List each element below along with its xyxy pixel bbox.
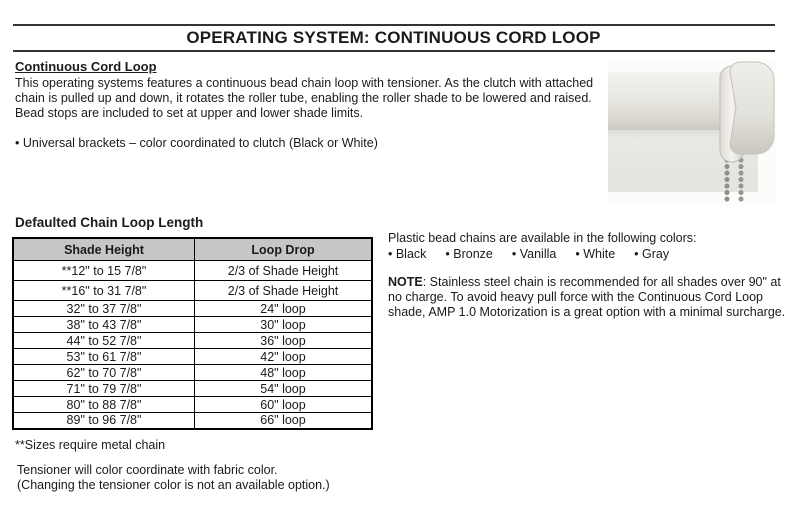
page-title: OPERATING SYSTEM: CONTINUOUS CORD LOOP [186, 28, 601, 47]
intro-heading: Continuous Cord Loop [15, 59, 157, 74]
chain-color-option: • Black [388, 247, 427, 261]
chain-color-list [388, 247, 787, 262]
table-cell: 30" loop [195, 317, 373, 333]
intro-section [15, 59, 615, 151]
table-cell: 66" loop [195, 413, 373, 429]
table-row [13, 333, 372, 349]
chain-color-option: • Vanilla [511, 247, 557, 261]
table-cell: 71" to 79 7/8" [13, 381, 195, 397]
table-cell: 2/3 of Shade Height [195, 281, 373, 301]
table-row [13, 397, 372, 413]
roller-shade-illustration [608, 58, 776, 206]
footnote-tensioner-line2: (Changing the tensioner color is not an available option.) [17, 478, 330, 492]
table-row [13, 261, 372, 281]
clutch [720, 62, 774, 162]
table-cell: 24" loop [195, 301, 373, 317]
table-cell: 2/3 of Shade Height [195, 261, 373, 281]
table-cell: **12" to 15 7/8" [13, 261, 195, 281]
chain-color-option: • Bronze [445, 247, 493, 261]
top-rule [13, 24, 775, 26]
chain-colors-section [388, 231, 787, 320]
chain-loop-length-table [12, 237, 373, 430]
table-cell: 53" to 61 7/8" [13, 349, 195, 365]
chain-colors-intro: Plastic bead chains are available in the following colors: [388, 231, 697, 245]
intro-bullet: • Universal brackets – color coordinated to clutch (Black or White) [15, 136, 378, 150]
note-text: : Stainless steel chain is recommended for all shades over 90" at no charge. To avoid heavy pull force with the Continuous Cord Loop shade, AMP 1.0 Motorization is a great option with a minimal surcharge. [388, 275, 786, 319]
table-cell: 54" loop [195, 381, 373, 397]
table-cell: 62" to 70 7/8" [13, 365, 195, 381]
table-row [13, 349, 372, 365]
column-header-loop-drop: Loop Drop [195, 238, 373, 261]
footnote-tensioner-line1: Tensioner will color coordinate with fabric color. [17, 463, 278, 477]
table-row [13, 301, 372, 317]
chain-color-option: • White [575, 247, 616, 261]
table-row [13, 413, 372, 429]
note-label: NOTE [388, 275, 423, 289]
table-row [13, 365, 372, 381]
intro-paragraph: This operating systems features a continuous bead chain loop with tensioner. As the clutch with attached chain is pulled up and down, it rotates the roller tube, enabling the roller shade to be lowered and raised. Bead stops are included to set at upper and lower shade limits. [15, 76, 594, 120]
table-cell: 48" loop [195, 365, 373, 381]
footnote-sizes: **Sizes require metal chain [15, 438, 166, 452]
table-cell: **16" to 31 7/8" [13, 281, 195, 301]
table-cell: 80" to 88 7/8" [13, 397, 195, 413]
footnote-tensioner [17, 463, 330, 493]
table-header-row [13, 238, 372, 261]
title-bottom-rule [13, 50, 775, 52]
table-cell: 38" to 43 7/8" [13, 317, 195, 333]
table-heading: Defaulted Chain Loop Length [15, 215, 204, 230]
table-row [13, 281, 372, 301]
column-header-shade-height: Shade Height [13, 238, 195, 261]
table-cell: 44" to 52 7/8" [13, 333, 195, 349]
table-cell: 36" loop [195, 333, 373, 349]
table-cell: 60" loop [195, 397, 373, 413]
note-paragraph [388, 275, 787, 320]
table-cell: 89" to 96 7/8" [13, 413, 195, 429]
table-row [13, 381, 372, 397]
table-row [13, 317, 372, 333]
roller-shade-photo [608, 58, 776, 206]
table-cell: 32" to 37 7/8" [13, 301, 195, 317]
table-cell: 42" loop [195, 349, 373, 365]
chain-color-option: • Gray [634, 247, 670, 261]
